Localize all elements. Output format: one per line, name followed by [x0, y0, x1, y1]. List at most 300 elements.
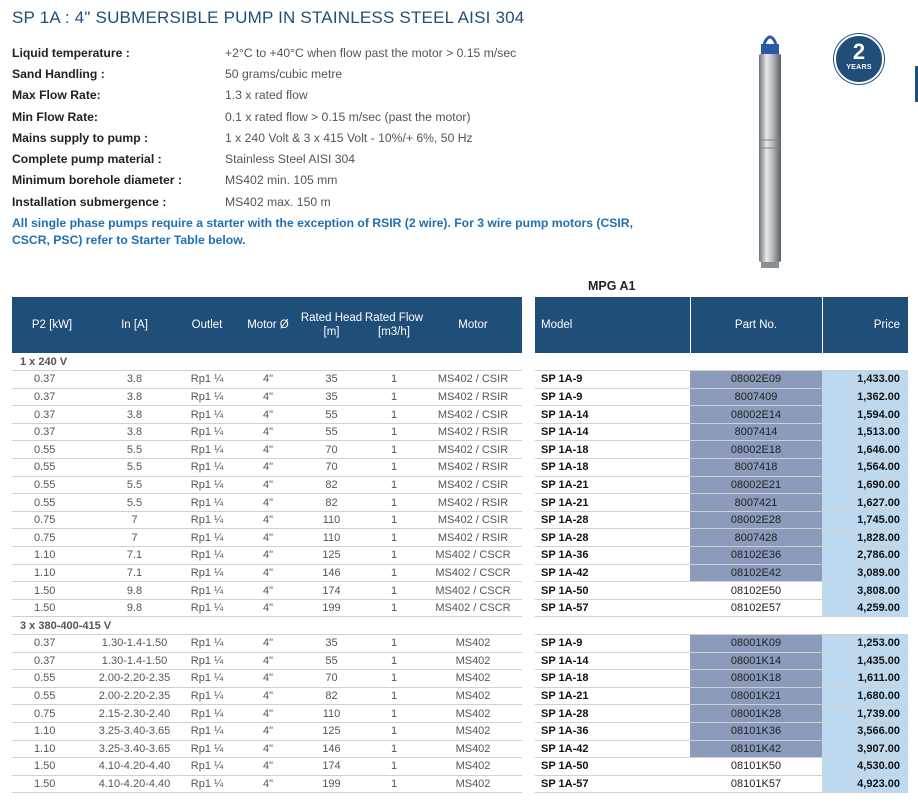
cell-outlet: Rp1 ¼: [177, 599, 237, 617]
cell-outlet: Rp1 ¼: [177, 511, 237, 529]
cell-motor-d: 4": [237, 476, 299, 494]
cell-part-no: 8007428: [690, 529, 822, 547]
cell-motor: MS402 / CSCR: [424, 547, 522, 565]
cell-flow: 1: [364, 635, 424, 653]
cell-model: SP 1A-9: [535, 635, 690, 653]
table-row: [12, 775, 522, 793]
table-row: [12, 722, 522, 740]
column-header: Rated Flow [m3/h]: [364, 297, 424, 353]
cell-motor-d: 4": [237, 758, 299, 776]
cell-outlet: Rp1 ¼: [177, 441, 237, 459]
cell-flow: 1: [364, 529, 424, 547]
cell-outlet: Rp1 ¼: [177, 529, 237, 547]
cell-model: SP 1A-50: [535, 758, 690, 776]
cell-outlet: Rp1 ¼: [177, 740, 237, 758]
cell-price: 1,253.00: [822, 635, 908, 653]
cell-p2: 0.75: [12, 705, 92, 723]
cell-in: 9.8: [92, 599, 177, 617]
cell-in: 2.00-2.20-2.35: [92, 670, 177, 688]
table-row: [12, 758, 522, 776]
spec-row: [12, 191, 652, 212]
cell-part-no: 08001K09: [690, 635, 822, 653]
cell-p2: 1.10: [12, 722, 92, 740]
table-row: [12, 705, 522, 723]
price-row: [535, 547, 908, 565]
cell-flow: 1: [364, 740, 424, 758]
spec-value: 0.1 x rated flow > 0.15 m/sec (past the motor): [225, 109, 471, 124]
cell-motor-d: 4": [237, 722, 299, 740]
cell-motor-d: 4": [237, 775, 299, 793]
price-row: [535, 529, 908, 547]
price-row: [535, 705, 908, 723]
cell-in: 3.8: [92, 371, 177, 389]
cell-p2: 0.37: [12, 423, 92, 441]
cell-part-no: 08001K18: [690, 670, 822, 688]
cell-price: 1,433.00: [822, 371, 908, 389]
cell-motor-d: 4": [237, 740, 299, 758]
cell-motor-d: 4": [237, 459, 299, 477]
spec-table: [12, 297, 522, 793]
cell-motor: MS402 / RSIR: [424, 459, 522, 477]
cell-outlet: Rp1 ¼: [177, 388, 237, 406]
cell-head: 146: [299, 740, 364, 758]
price-row: [535, 388, 908, 406]
cell-p2: 1.50: [12, 775, 92, 793]
spec-label: Sand Handling :: [12, 66, 105, 81]
cell-motor-d: 4": [237, 582, 299, 600]
spec-row: [12, 63, 652, 84]
cell-part-no: 08002E21: [690, 476, 822, 494]
cell-price: 4,259.00: [822, 599, 908, 617]
cell-in: 7.1: [92, 547, 177, 565]
cell-in: 4.10-4.20-4.40: [92, 758, 177, 776]
cell-price: 4,923.00: [822, 775, 908, 793]
column-header: Model: [535, 297, 690, 353]
cell-motor: MS402 / CSCR: [424, 564, 522, 582]
cell-flow: 1: [364, 476, 424, 494]
cell-head: 174: [299, 758, 364, 776]
cell-part-no: 08002E14: [690, 406, 822, 424]
cell-model: SP 1A-21: [535, 687, 690, 705]
cell-head: 199: [299, 599, 364, 617]
cell-head: 35: [299, 388, 364, 406]
spec-row: [12, 42, 652, 63]
cell-motor-d: 4": [237, 529, 299, 547]
table-row: [12, 476, 522, 494]
cell-p2: 0.37: [12, 371, 92, 389]
cell-motor-d: 4": [237, 635, 299, 653]
cell-outlet: Rp1 ¼: [177, 494, 237, 512]
spec-label: Mains supply to pump :: [12, 130, 149, 145]
cell-part-no: 08102E50: [690, 582, 822, 600]
table-row: [12, 371, 522, 389]
cell-in: 7.1: [92, 564, 177, 582]
cell-p2: 1.50: [12, 599, 92, 617]
cell-outlet: Rp1 ¼: [177, 582, 237, 600]
cell-in: 3.8: [92, 406, 177, 424]
cell-price: 2,786.00: [822, 547, 908, 565]
cell-motor-d: 4": [237, 705, 299, 723]
cell-in: 3.8: [92, 388, 177, 406]
cell-head: 125: [299, 547, 364, 565]
cell-price: 1,513.00: [822, 423, 908, 441]
spec-value: MS402 min. 105 mm: [225, 173, 338, 188]
cell-in: 3.25-3.40-3.65: [92, 740, 177, 758]
cell-head: 70: [299, 459, 364, 477]
cell-part-no: 8007421: [690, 494, 822, 512]
cell-p2: 0.55: [12, 687, 92, 705]
cell-model: SP 1A-14: [535, 406, 690, 424]
cell-p2: 1.10: [12, 740, 92, 758]
spec-value: 1 x 240 Volt & 3 x 415 Volt - 10%/+ 6%, 50 Hz: [225, 130, 473, 145]
cell-p2: 1.50: [12, 758, 92, 776]
price-row: [535, 687, 908, 705]
spec-row: [12, 127, 652, 148]
cell-p2: 0.37: [12, 652, 92, 670]
spec-value: Stainless Steel AISI 304: [225, 152, 356, 167]
cell-model: SP 1A-36: [535, 547, 690, 565]
cell-head: 55: [299, 652, 364, 670]
price-row: [535, 371, 908, 389]
price-row: [535, 423, 908, 441]
cell-motor: MS402 / CSIR: [424, 371, 522, 389]
cell-motor: MS402 / RSIR: [424, 494, 522, 512]
price-row: [535, 406, 908, 424]
cell-model: SP 1A-9: [535, 388, 690, 406]
cell-flow: 1: [364, 547, 424, 565]
spec-value: 50 grams/cubic metre: [225, 66, 343, 81]
cell-price: 1,627.00: [822, 494, 908, 512]
spec-row: [12, 148, 652, 169]
table-row: [12, 635, 522, 653]
spec-value: 1.3 x rated flow: [225, 88, 308, 103]
cell-flow: 1: [364, 441, 424, 459]
table-row: [12, 547, 522, 565]
cell-outlet: Rp1 ¼: [177, 635, 237, 653]
cell-motor: MS402 / CSIR: [424, 441, 522, 459]
spec-label: Complete pump material :: [12, 152, 162, 167]
cell-head: 174: [299, 582, 364, 600]
cell-head: 70: [299, 670, 364, 688]
table-row: [12, 423, 522, 441]
cell-motor-d: 4": [237, 564, 299, 582]
cell-motor-d: 4": [237, 511, 299, 529]
cell-model: SP 1A-21: [535, 494, 690, 512]
cell-flow: 1: [364, 705, 424, 723]
cell-motor-d: 4": [237, 670, 299, 688]
column-header: P2 [kW]: [12, 297, 92, 353]
cell-head: 82: [299, 687, 364, 705]
cell-flow: 1: [364, 406, 424, 424]
cell-motor: MS402: [424, 758, 522, 776]
cell-motor: MS402 / CSIR: [424, 406, 522, 424]
cell-price: 1,739.00: [822, 705, 908, 723]
table-row: [12, 494, 522, 512]
column-header: Motor: [424, 297, 522, 353]
price-row: [535, 476, 908, 494]
cell-head: 110: [299, 511, 364, 529]
spec-row: [12, 170, 652, 191]
cell-model: SP 1A-57: [535, 599, 690, 617]
cell-in: 4.10-4.20-4.40: [92, 775, 177, 793]
cell-part-no: 08102E36: [690, 547, 822, 565]
cell-in: 5.5: [92, 494, 177, 512]
cell-model: SP 1A-42: [535, 740, 690, 758]
cell-in: 1.30-1.4-1.50: [92, 652, 177, 670]
group-spacer-row: [535, 617, 908, 635]
pump-image: [752, 30, 788, 270]
cell-head: 199: [299, 775, 364, 793]
cell-outlet: Rp1 ¼: [177, 705, 237, 723]
cell-price: 1,690.00: [822, 476, 908, 494]
spec-row: [12, 106, 652, 127]
price-row: [535, 775, 908, 793]
cell-outlet: Rp1 ¼: [177, 476, 237, 494]
cell-model: SP 1A-50: [535, 582, 690, 600]
price-row: [535, 635, 908, 653]
cell-motor: MS402: [424, 740, 522, 758]
cell-in: 7: [92, 529, 177, 547]
cell-part-no: 8007418: [690, 459, 822, 477]
cell-in: 3.8: [92, 423, 177, 441]
cell-model: SP 1A-14: [535, 423, 690, 441]
cell-part-no: 08002E18: [690, 441, 822, 459]
cell-motor-d: 4": [237, 547, 299, 565]
cell-price: 1,680.00: [822, 687, 908, 705]
price-row: [535, 564, 908, 582]
table-row: [12, 582, 522, 600]
column-header: Part No.: [690, 297, 822, 353]
cell-motor: MS402: [424, 705, 522, 723]
spec-label: Installation submergence :: [12, 194, 167, 209]
spec-value: +2°C to +40°C when flow past the motor > 0.15 m/sec: [225, 45, 517, 60]
cell-in: 1.30-1.4-1.50: [92, 635, 177, 653]
badge-text: YEARS: [846, 64, 872, 71]
cell-price: 3,089.00: [822, 564, 908, 582]
cell-motor-d: 4": [237, 652, 299, 670]
price-row: [535, 670, 908, 688]
cell-in: 2.00-2.20-2.35: [92, 687, 177, 705]
cell-part-no: 08102E57: [690, 599, 822, 617]
cell-outlet: Rp1 ¼: [177, 547, 237, 565]
price-row: [535, 652, 908, 670]
cell-p2: 0.55: [12, 476, 92, 494]
cell-motor: MS402: [424, 775, 522, 793]
table-row: [12, 388, 522, 406]
page-title: SP 1A : 4" SUBMERSIBLE PUMP IN STAINLESS STEEL AISI 304: [12, 8, 525, 27]
cell-part-no: 08101K42: [690, 740, 822, 758]
table-row: [12, 441, 522, 459]
table-row: [12, 652, 522, 670]
column-header: Rated Head [m]: [299, 297, 364, 353]
cell-motor: MS402 / RSIR: [424, 388, 522, 406]
cell-in: 5.5: [92, 459, 177, 477]
table-row: [12, 670, 522, 688]
price-row: [535, 599, 908, 617]
cell-part-no: 8007414: [690, 423, 822, 441]
cell-outlet: Rp1 ¼: [177, 687, 237, 705]
group-label: 1 x 240 V: [12, 353, 522, 371]
cell-model: SP 1A-57: [535, 775, 690, 793]
cell-price: 1,362.00: [822, 388, 908, 406]
cell-price: 3,566.00: [822, 722, 908, 740]
cell-p2: 0.75: [12, 511, 92, 529]
cell-part-no: 08002E28: [690, 511, 822, 529]
cell-outlet: Rp1 ¼: [177, 652, 237, 670]
spec-list: [12, 42, 652, 212]
cell-motor: MS402 / CSCR: [424, 599, 522, 617]
spec-label: Min Flow Rate:: [12, 109, 98, 124]
cell-part-no: 08101K36: [690, 722, 822, 740]
spec-label: Liquid temperature :: [12, 45, 130, 60]
cell-part-no: 08001K14: [690, 652, 822, 670]
cell-model: SP 1A-18: [535, 670, 690, 688]
cell-flow: 1: [364, 652, 424, 670]
cell-motor: MS402 / CSIR: [424, 476, 522, 494]
cell-head: 55: [299, 406, 364, 424]
cell-motor-d: 4": [237, 406, 299, 424]
cell-p2: 1.10: [12, 547, 92, 565]
price-row: [535, 511, 908, 529]
price-row: [535, 582, 908, 600]
cell-p2: 1.10: [12, 564, 92, 582]
table-row: [12, 406, 522, 424]
cell-p2: 1.50: [12, 582, 92, 600]
cell-price: 1,828.00: [822, 529, 908, 547]
cell-motor-d: 4": [237, 423, 299, 441]
cell-p2: 0.55: [12, 441, 92, 459]
group-spacer-row: [535, 353, 908, 371]
cell-motor: MS402: [424, 635, 522, 653]
cell-price: 3,907.00: [822, 740, 908, 758]
cell-motor-d: 4": [237, 371, 299, 389]
column-header: In [A]: [92, 297, 177, 353]
cell-head: 82: [299, 494, 364, 512]
cell-flow: 1: [364, 494, 424, 512]
cell-price: 1,435.00: [822, 652, 908, 670]
cell-head: 125: [299, 722, 364, 740]
cell-motor: MS402 / CSIR: [424, 511, 522, 529]
cell-motor-d: 4": [237, 687, 299, 705]
cell-motor: MS402: [424, 670, 522, 688]
cell-flow: 1: [364, 722, 424, 740]
cell-p2: 0.55: [12, 459, 92, 477]
cell-model: SP 1A-21: [535, 476, 690, 494]
cell-part-no: 08001K28: [690, 705, 822, 723]
table-row: [12, 564, 522, 582]
cell-flow: 1: [364, 582, 424, 600]
cell-flow: 1: [364, 371, 424, 389]
spec-label: Max Flow Rate:: [12, 88, 101, 103]
cell-outlet: Rp1 ¼: [177, 775, 237, 793]
cell-head: 82: [299, 476, 364, 494]
cell-part-no: 08101K57: [690, 775, 822, 793]
cell-model: SP 1A-28: [535, 511, 690, 529]
starter-note: All single phase pumps require a starter with the exception of RSIR (2 wire). For 3 wire pump motors (CSIR, CSCR, PSC) refer to Starter Table below.: [12, 216, 633, 247]
cell-part-no: 08101K50: [690, 758, 822, 776]
cell-model: SP 1A-14: [535, 652, 690, 670]
cell-flow: 1: [364, 423, 424, 441]
cell-motor-d: 4": [237, 441, 299, 459]
cell-motor-d: 4": [237, 599, 299, 617]
cell-motor: MS402 / RSIR: [424, 423, 522, 441]
cell-head: 146: [299, 564, 364, 582]
cell-p2: 0.37: [12, 406, 92, 424]
cell-head: 70: [299, 441, 364, 459]
price-table: [535, 297, 908, 793]
cell-flow: 1: [364, 564, 424, 582]
cell-in: 2.15-2.30-2.40: [92, 705, 177, 723]
cell-price: 4,530.00: [822, 758, 908, 776]
cell-head: 55: [299, 423, 364, 441]
group-row: [12, 617, 522, 635]
cell-outlet: Rp1 ¼: [177, 670, 237, 688]
price-row: [535, 441, 908, 459]
cell-flow: 1: [364, 687, 424, 705]
cell-flow: 1: [364, 758, 424, 776]
mpg-label: MPG A1: [588, 279, 636, 293]
cell-p2: 0.37: [12, 388, 92, 406]
cell-flow: 1: [364, 459, 424, 477]
group-row: [12, 353, 522, 371]
price-row: [535, 740, 908, 758]
cell-price: 1,745.00: [822, 511, 908, 529]
cell-in: 9.8: [92, 582, 177, 600]
cell-outlet: Rp1 ¼: [177, 459, 237, 477]
spec-row: [12, 85, 652, 106]
badge-number: 2: [852, 39, 866, 64]
table-row: [12, 599, 522, 617]
cell-outlet: Rp1 ¼: [177, 371, 237, 389]
cell-model: SP 1A-18: [535, 459, 690, 477]
cell-outlet: Rp1 ¼: [177, 406, 237, 424]
spec-value: MS402 max. 150 m: [225, 194, 331, 209]
price-row: [535, 494, 908, 512]
column-header: Outlet: [177, 297, 237, 353]
column-header: Price: [822, 297, 908, 353]
price-row: [535, 459, 908, 477]
cell-head: 35: [299, 635, 364, 653]
table-row: [12, 529, 522, 547]
cell-motor-d: 4": [237, 494, 299, 512]
cell-motor: MS402 / RSIR: [424, 529, 522, 547]
spec-label: Minimum borehole diameter :: [12, 173, 182, 188]
cell-model: SP 1A-9: [535, 371, 690, 389]
cell-flow: 1: [364, 670, 424, 688]
cell-p2: 0.55: [12, 670, 92, 688]
cell-motor: MS402: [424, 687, 522, 705]
cell-price: 1,611.00: [822, 670, 908, 688]
cell-head: 35: [299, 371, 364, 389]
cell-part-no: 08001K21: [690, 687, 822, 705]
column-header: Motor Ø: [237, 297, 299, 353]
cell-model: SP 1A-28: [535, 529, 690, 547]
cell-motor-d: 4": [237, 388, 299, 406]
cell-p2: 0.75: [12, 529, 92, 547]
cell-flow: 1: [364, 388, 424, 406]
table-row: [12, 687, 522, 705]
cell-p2: 0.55: [12, 494, 92, 512]
cell-part-no: 8007409: [690, 388, 822, 406]
warranty-badge: [834, 34, 884, 84]
cell-outlet: Rp1 ¼: [177, 564, 237, 582]
cell-head: 110: [299, 705, 364, 723]
cell-in: 3.25-3.40-3.65: [92, 722, 177, 740]
cell-motor: MS402: [424, 722, 522, 740]
cell-flow: 1: [364, 599, 424, 617]
cell-part-no: 08002E09: [690, 371, 822, 389]
cell-outlet: Rp1 ¼: [177, 758, 237, 776]
